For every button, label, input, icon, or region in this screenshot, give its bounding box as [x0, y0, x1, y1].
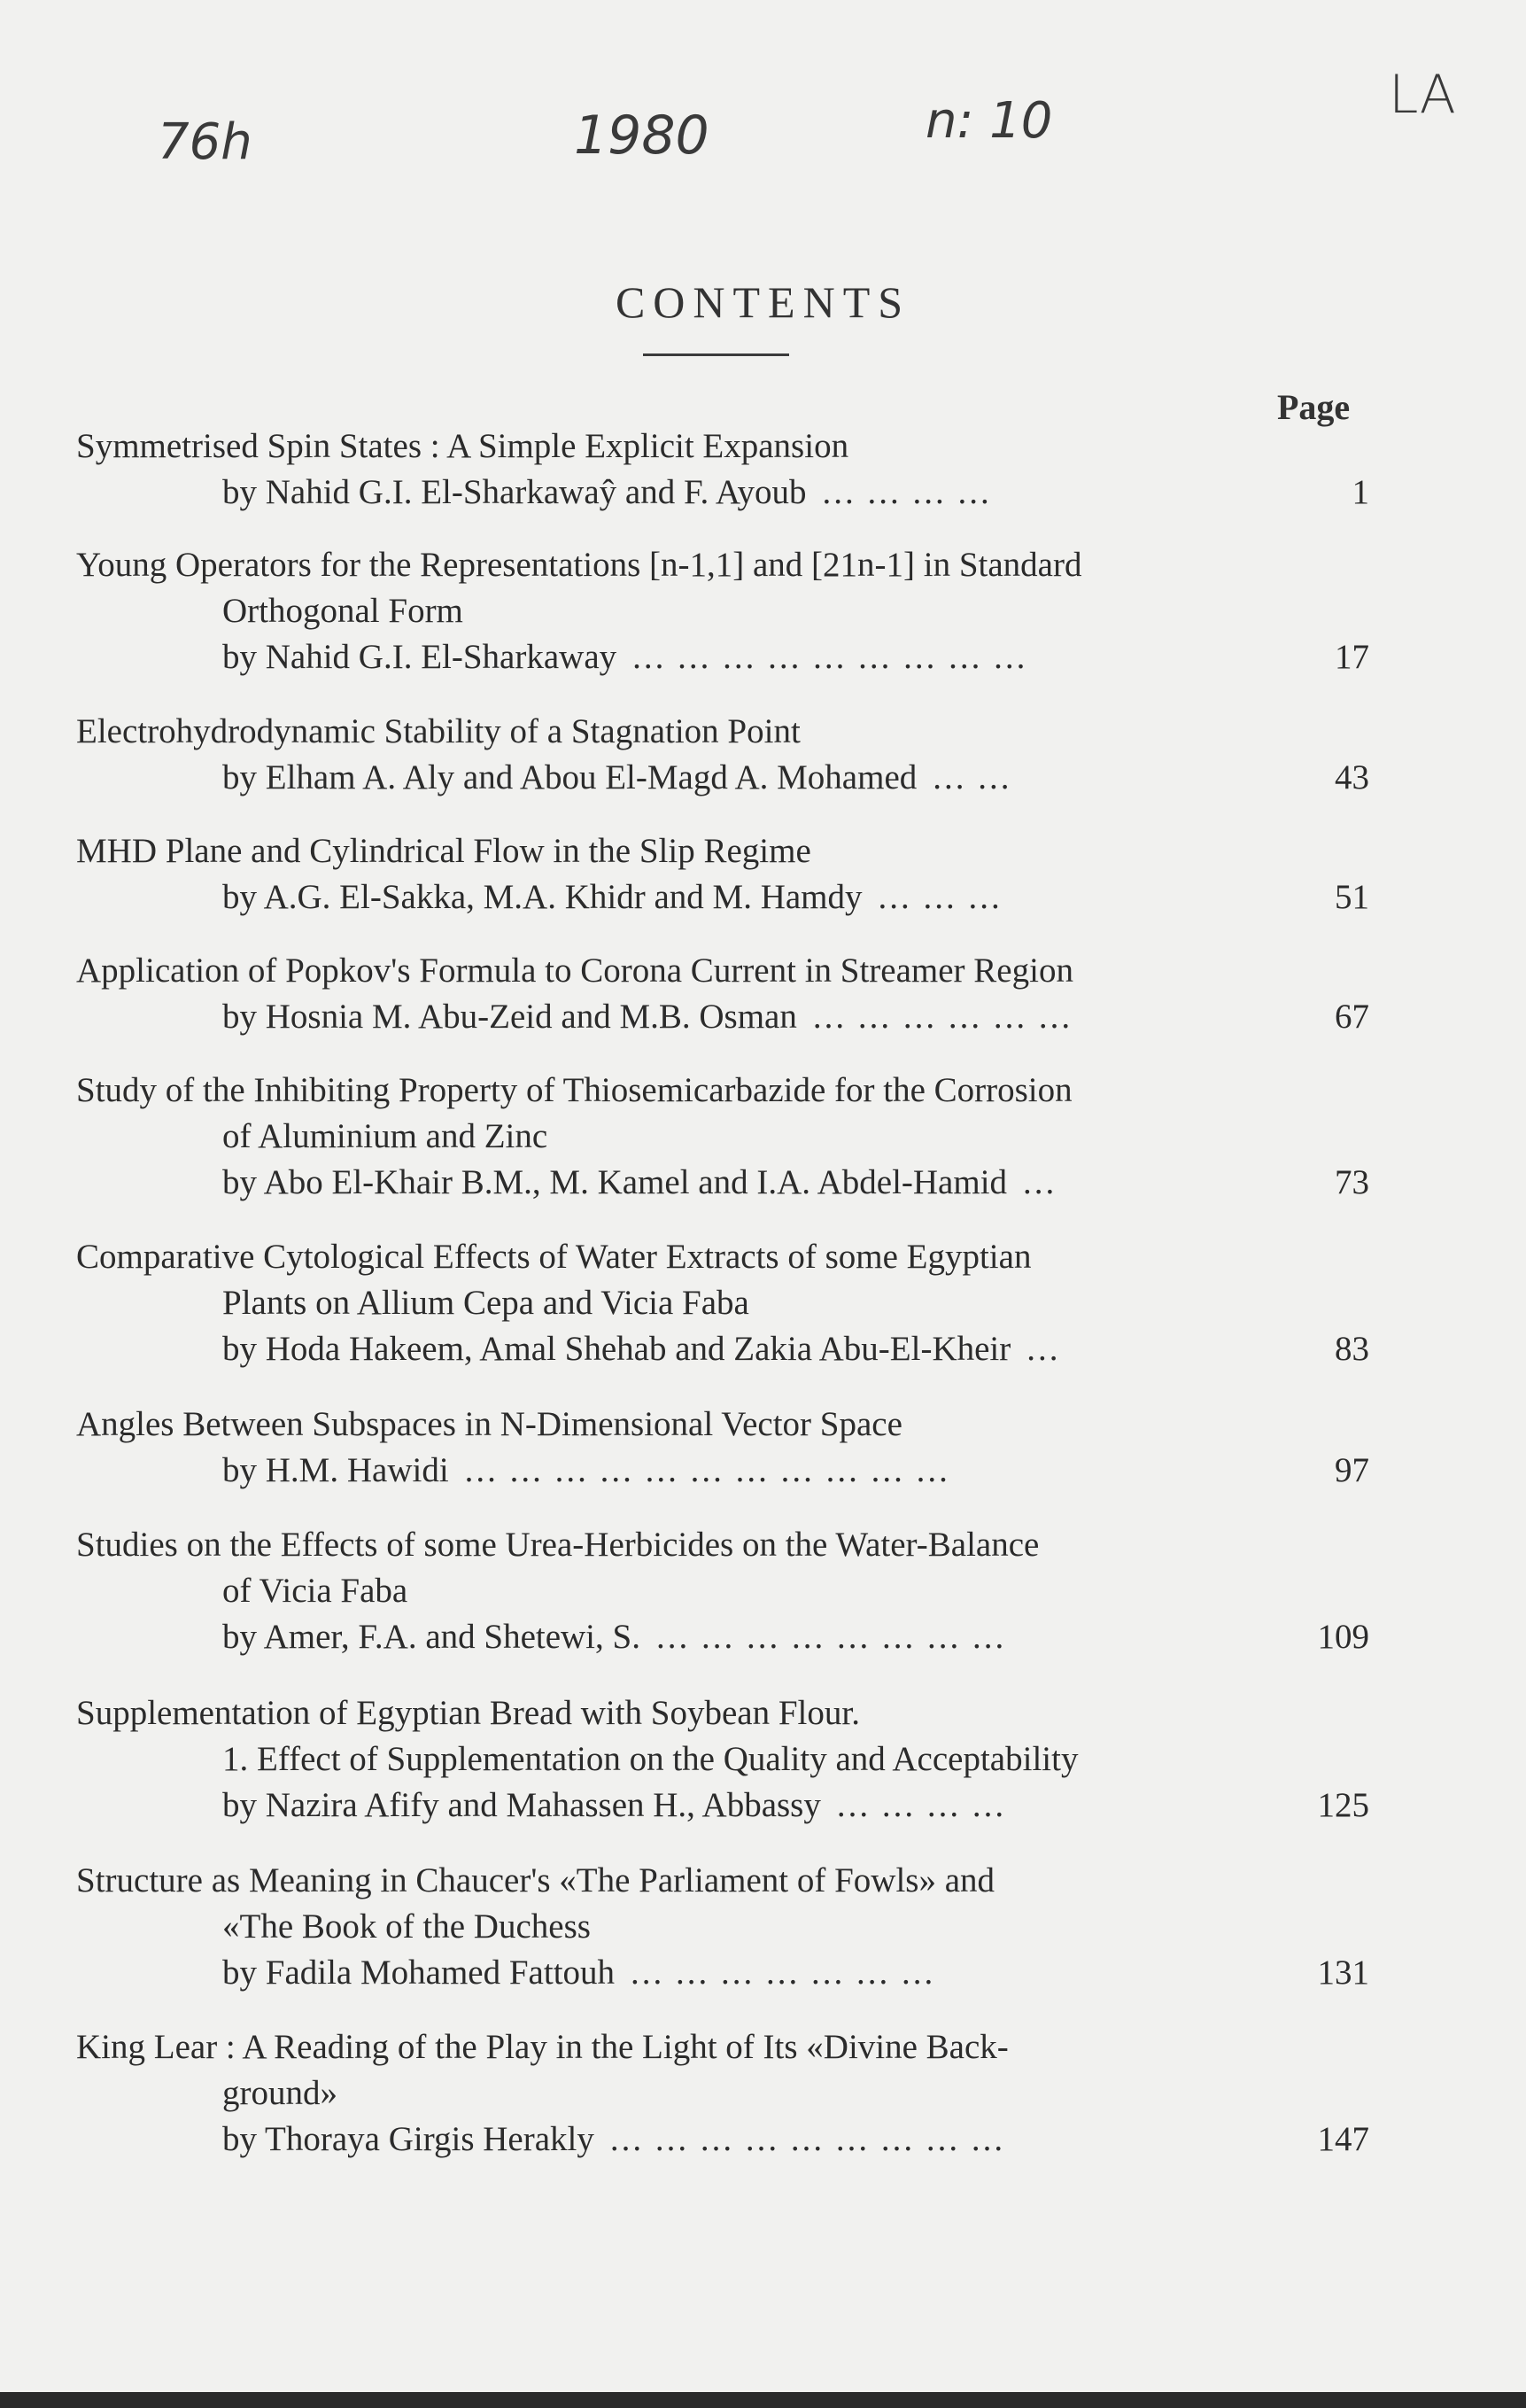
entry-page-number: 147 [1317, 2120, 1369, 2158]
entry-title-continued: ground» [222, 2074, 337, 2112]
entry-byline [76, 1326, 1369, 1372]
entry-authors: by Abo El-Khair B.M., M. Kamel and I.A. Abdel-Hamid [222, 1163, 1008, 1201]
entry-title-continued: 1. Effect of Supplementation on the Quality and Acceptability [222, 1740, 1079, 1778]
page-column-header: Page [1277, 387, 1351, 427]
dot-leader: ... ... ... [878, 878, 1003, 916]
handwritten-mark-3: n: 10 [926, 92, 1053, 150]
entry-title-continued: «The Book of the Duchess [222, 1907, 591, 1946]
toc-entry [76, 423, 1369, 516]
dot-leader: ... ... [933, 758, 1012, 796]
dot-leader: ... [1026, 1330, 1061, 1368]
entry-byline [76, 1950, 1369, 1996]
page-title: CONTENTS [615, 277, 911, 327]
toc-entry [76, 1858, 1369, 1996]
entry-authors: by Elham A. Aly and Abou El-Magd A. Mohamed [222, 758, 918, 796]
entry-page-number: 109 [1317, 1618, 1369, 1656]
entry-byline [76, 1783, 1369, 1829]
dot-leader: ... ... ... ... ... ... ... ... ... [632, 638, 1028, 676]
bottom-edge [0, 2392, 1526, 2408]
toc-entry [76, 1402, 1369, 1494]
toc-entry [76, 542, 1369, 680]
entry-title: Study of the Inhibiting Property of Thiosemicarbazide for the Corrosion [76, 1071, 1073, 1109]
entry-byline [76, 755, 1369, 801]
entry-page-number: 125 [1317, 1786, 1369, 1824]
dot-leader: ... ... ... ... ... ... ... [631, 1954, 936, 1992]
entry-byline [76, 1448, 1369, 1494]
entry-title: Comparative Cytological Effects of Water Extracts of some Egyptian [76, 1238, 1032, 1276]
dot-leader: ... ... ... ... [822, 473, 992, 511]
entry-page-number: 51 [1335, 878, 1369, 916]
entry-authors: by Nahid G.I. El-Sharkaway [222, 638, 617, 676]
entry-authors: by Nahid G.I. El-Sharkawaŷ and F. Ayoub [222, 473, 807, 511]
handwritten-mark-2: 1980 [574, 105, 709, 167]
entry-page-number: 43 [1335, 758, 1369, 796]
entry-title: Angles Between Subspaces in N-Dimensional Vector Space [76, 1405, 902, 1443]
handwritten-mark-4: LA [1389, 64, 1456, 126]
entry-title: Electrohydrodynamic Stability of a Stagnation Point [76, 712, 801, 750]
entry-title: Structure as Meaning in Chaucer's «The Parliament of Fowls» and [76, 1861, 995, 1899]
toc-entry [76, 1234, 1369, 1372]
entry-page-number: 97 [1335, 1451, 1369, 1489]
entry-title: MHD Plane and Cylindrical Flow in the Slip Regime [76, 832, 811, 870]
entry-byline [76, 470, 1369, 516]
entry-title-continued: Plants on Allium Cepa and Vicia Faba [222, 1284, 749, 1322]
entry-page-number: 67 [1335, 998, 1369, 1036]
entry-page-number: 73 [1335, 1163, 1369, 1201]
dot-leader: ... ... ... ... [836, 1786, 1007, 1824]
entry-authors: by Nazira Afify and Mahassen H., Abbassy [222, 1786, 821, 1824]
entry-authors: by H.M. Hawidi [222, 1451, 449, 1489]
entry-title-continued: of Vicia Faba [222, 1572, 408, 1610]
entry-page-number: 1 [1352, 473, 1369, 511]
dot-leader: ... ... ... ... ... ... ... ... ... [609, 2120, 1006, 2158]
toc-entry [76, 709, 1369, 801]
entry-byline [76, 1614, 1369, 1660]
toc-entry [76, 1690, 1369, 1829]
handwritten-mark-1: 76h [158, 113, 252, 171]
entry-authors: by Thoraya Girgis Herakly [222, 2120, 594, 2158]
entry-title: Supplementation of Egyptian Bread with Soybean Flour. [76, 1694, 860, 1732]
entry-authors: by Fadila Mohamed Fattouh [222, 1954, 616, 1992]
entry-byline [76, 994, 1369, 1040]
toc-entry [76, 1068, 1369, 1206]
entry-byline [76, 2117, 1369, 2163]
entry-title: Symmetrised Spin States : A Simple Explicit Expansion [76, 427, 849, 465]
entry-authors: by Hoda Hakeem, Amal Shehab and Zakia Abu-El-Kheir [222, 1330, 1011, 1368]
dot-leader: ... [1023, 1163, 1057, 1201]
entry-title: Application of Popkov's Formula to Corona Current in Streamer Region [76, 952, 1073, 990]
toc-entry [76, 828, 1369, 920]
entry-title: King Lear : A Reading of the Play in the Light of Its «Divine Back- [76, 2028, 1009, 2066]
toc-entry [76, 1522, 1369, 1660]
entry-page-number: 83 [1335, 1330, 1369, 1368]
entry-byline [76, 1160, 1369, 1206]
toc-entry [76, 2024, 1369, 2163]
entry-title: Young Operators for the Representations [n-1,1] and [21n-1] in Standard [76, 546, 1082, 584]
dot-leader: ... ... ... ... ... ... [812, 998, 1073, 1036]
dot-leader: ... ... ... ... ... ... ... ... [655, 1618, 1007, 1656]
dot-leader: ... ... ... ... ... ... ... ... ... ... ... [464, 1451, 950, 1489]
entry-byline [76, 874, 1369, 920]
entry-page-number: 17 [1335, 638, 1369, 676]
entry-byline [76, 634, 1369, 680]
entry-title-continued: Orthogonal Form [222, 592, 463, 630]
entry-page-number: 131 [1317, 1954, 1369, 1992]
entry-authors: by A.G. El-Sakka, M.A. Khidr and M. Hamdy [222, 878, 863, 916]
toc-entry [76, 948, 1369, 1040]
entry-title: Studies on the Effects of some Urea-Herbicides on the Water-Balance [76, 1526, 1040, 1564]
entry-authors: by Amer, F.A. and Shetewi, S. [222, 1618, 640, 1656]
entry-authors: by Hosnia M. Abu-Zeid and M.B. Osman [222, 998, 797, 1036]
entry-title-continued: of Aluminium and Zinc [222, 1117, 548, 1155]
